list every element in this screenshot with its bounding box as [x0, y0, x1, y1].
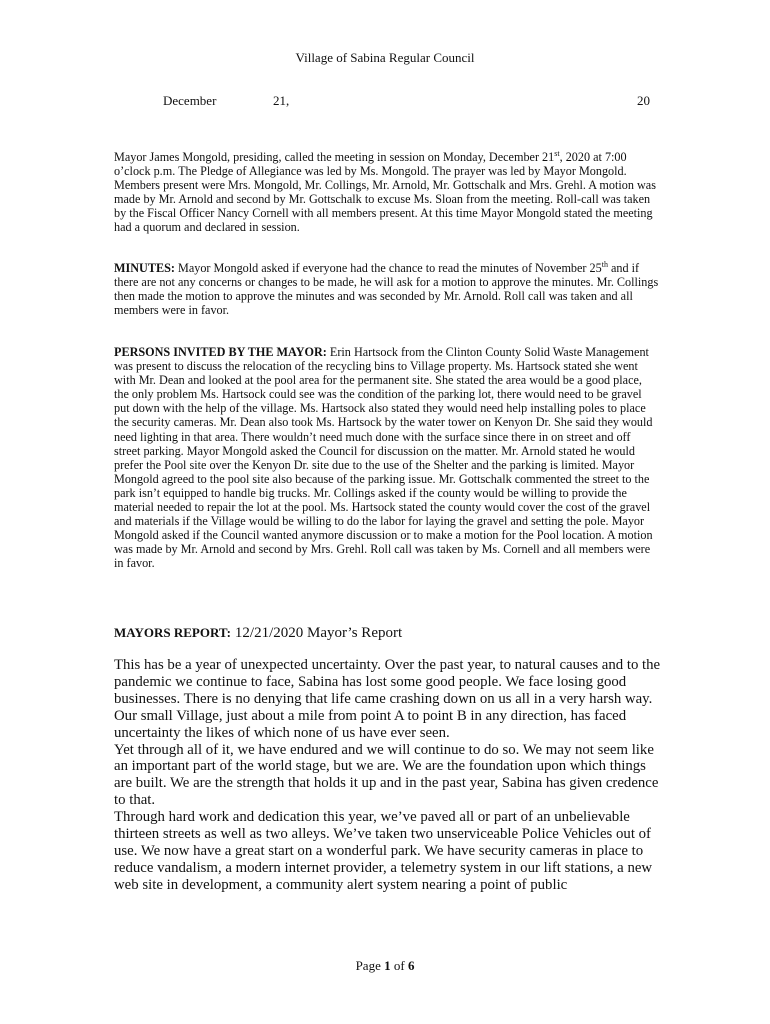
mayors-report-heading: MAYORS REPORT:: [114, 625, 231, 640]
date-day: 21,: [273, 93, 290, 108]
page-label: Page: [355, 958, 385, 973]
report-paragraph: This has be a year of unexpected uncertainty. Over the past year, to natural causes and to the pandemic we continue to face, Sabina has lost some good people. We face losing good businesses. There is no denying that life came crashing down on us all in a very harsh way. Our small Village, just about a mile from point A to point B in any direction, has faced uncertainty the likes of which none of us have ever seen.: [114, 657, 661, 741]
persons-invited-paragraph: [114, 345, 659, 571]
persons-invited-text: Erin Hartsock from the Clinton County Solid Waste Management was present to discuss the relocation of the recycling bins to Village property. Ms. Hartsock stated she went with Mr. Dean and looked at the pool area for the permanent site. She stated the area would be a good place, the only problem Ms. Hartsock could see was the condition of the parking lot, there would need to be gravel put down with the help of the village. Ms. Hartsock also stated they would need help installing poles to place the security cameras. Mr. Dean also took Ms. Hartsock by the water tower on Kenyon Dr. She said they would need lighting in that area. There wouldn’t need much done with the surface since there in on street and off street parking. Mayor Mongold asked the Council for discussion on the matter. Mr. Arnold stated he would prefer the Pool site over the Kenyon Dr. site due to the use of the Shelter and the parking is limited. Mayor Mongold agreed to the pool site also because of the parking issue. Mr. Gottschalk commented the street to the park isn’t equipped to handle big trucks. Mr. Collings asked if the county would be willing to provide the material needed to repair the lot at the pool. Ms. Hartsock stated the county would cover the cost of the gravel and materials if the Village would be willing to do the labor for laying the gravel and setting the pole. Mayor Mongold asked if the Council wanted anymore discussion or to make a motion for the Pool location. A motion was made by Mr. Arnold and second by Mrs. Grehl. Roll call was taken by Ms. Cornell and all members were in favor.: [114, 345, 653, 571]
minutes-paragraph: [114, 261, 659, 317]
opening-text-a: Mayor James Mongold, presiding, called the meeting in session on Monday, December 21: [114, 150, 555, 164]
page-total: 6: [407, 958, 415, 973]
ordinal-suffix: th: [601, 259, 608, 269]
date-month: December: [163, 93, 217, 108]
page-footer: [0, 958, 770, 974]
document-title: Village of Sabina Regular Council: [295, 50, 475, 65]
opening-text-b: , 2020 at 7:00 o’clock p.m. The Pledge of Allegiance was led by Ms. Mongold. The prayer was led by Mayor Mongold. Members present were Mrs. Mongold, Mr. Collings, Mr. Arnold, Mr. Gottschalk and Mrs. Grehl. A motion was made by Mr. Arnold and second by Mr. Gottschalk to excuse Ms. Sloan from the meeting. Roll-call was taken by the Fiscal Officer Nancy Cornell with all members present. At this time Mayor Mongold stated the meeting had a quorum and declared in session.: [114, 150, 656, 235]
of-label: of: [390, 958, 408, 973]
date-year: 20: [637, 93, 650, 108]
minutes-heading: MINUTES:: [114, 261, 175, 275]
ordinal-suffix: st: [554, 148, 560, 158]
persons-invited-heading: PERSONS INVITED BY THE MAYOR:: [114, 345, 327, 359]
mayors-report-heading-line: [114, 625, 402, 642]
minutes-text-a: Mayor Mongold asked if everyone had the chance to read the minutes of November 25: [174, 261, 602, 275]
report-paragraph: Through hard work and dedication this year, we’ve paved all or part of an unbelievable thirteen streets as well as two alleys. We’ve taken two unserviceable Police Vehicles out of use. We now have a great start on a wonderful park. We have security cameras in place to reduce vandalism, a modern internet provider, a telemetry system in our lift stations, a new web site in development, a community alert system nearing a point of public: [114, 809, 653, 893]
page-number: 1: [384, 958, 391, 973]
minutes-text-b: and if there are not any concerns or changes to be made, he will ask for a motion to approve the minutes. Mr. Collings then made the motion to approve the minutes and was seconded by Mr. Arnold. Roll call was taken and all members were in favor.: [114, 261, 659, 318]
report-paragraph: Yet through all of it, we have endured and we will continue to do so. We may not seem like an important part of the world stage, but we are. We are the foundation upon which things are built. We are the strength that holds it up and in the past year, Sabina has given credence to that.: [114, 741, 659, 809]
mayors-report-title: 12/21/2020 Mayor’s Report: [234, 625, 403, 641]
mayors-report-body: [114, 657, 664, 894]
opening-paragraph: [114, 150, 659, 235]
